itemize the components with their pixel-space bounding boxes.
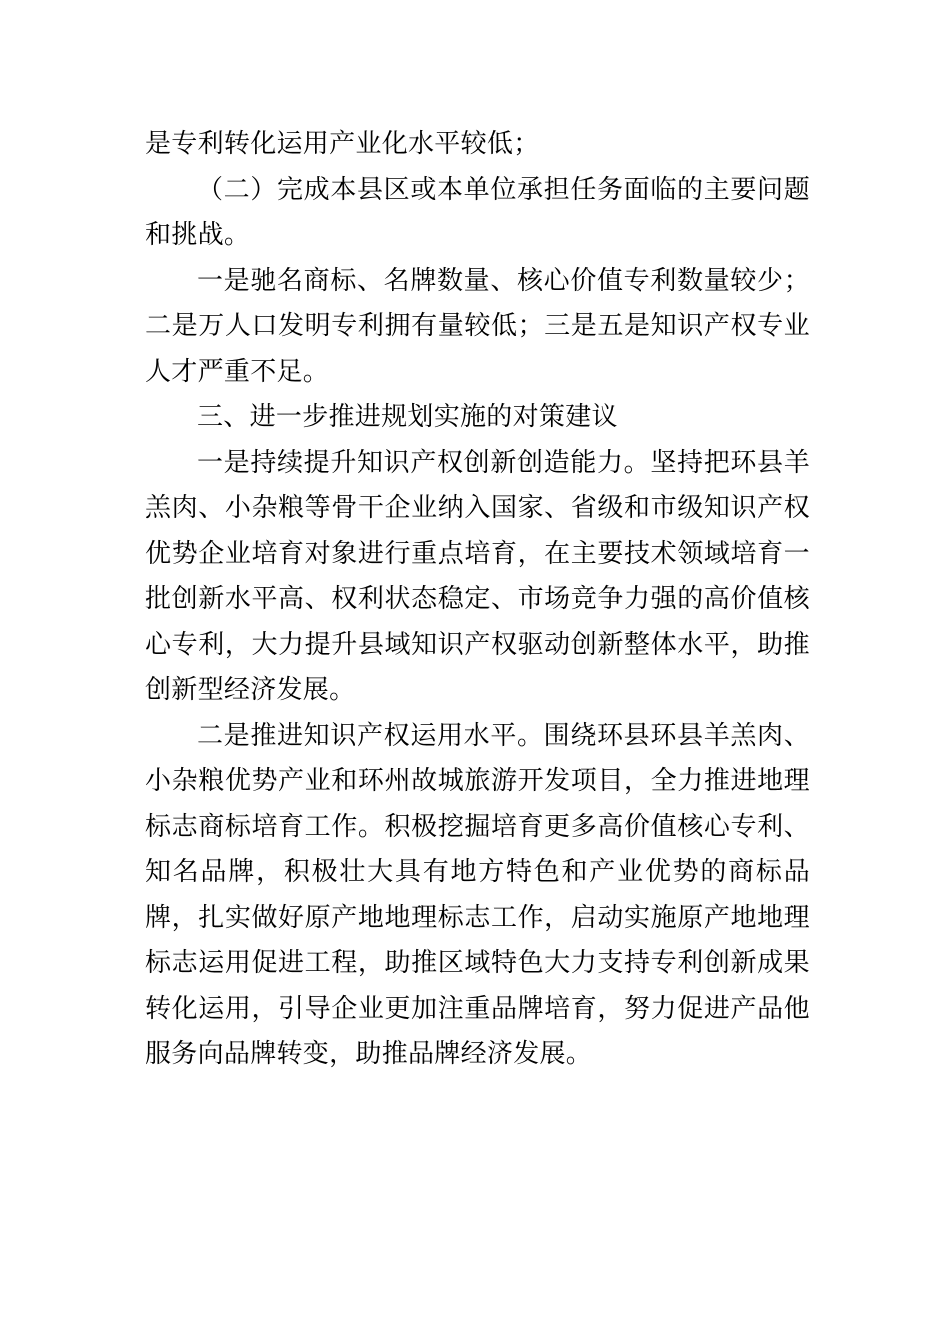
paragraph-suggestion-2: 二是推进知识产权运用水平。围绕环县环县羊羔肉、小杂粮优势产业和环州故城旅游开发项目，全力推进地理标志商标培育工作。积极挖掘培育更多高价值核心专利、知名品牌，积极壮大具有地方特色和产业优势的商标品牌，扎实做好原产地地理标志工作，启动实施原产地地理标志运用促进工程，助推区域特色大力支持专利创新成果转化运用，引导企业更加注重品牌培育，努力促进产品他服务向品牌转变，助推品牌经济发展。 (145, 720, 810, 1069)
document-body (145, 122, 810, 1078)
paragraph-section-heading-3: 三、进一步推进规划实施的对策建议 (197, 402, 618, 432)
paragraph-suggestion-1: 一是持续提升知识产权创新创造能力。坚持把环县羊羔肉、小杂粮等骨干企业纳入国家、省级和市级知识产权优势企业培育对象进行重点培育，在主要技术领域培育一批创新水平高、权利状态稳定、市场竞争力强的高价值核心专利，大力提升县域知识产权驱动创新整体水平，助推创新型经济发展。 (145, 447, 810, 705)
paragraph-section-heading-2: （二）完成本县区或本单位承担任务面临的主要问题和挑战。 (145, 174, 810, 250)
paragraph-continuation: 是专利转化运用产业化水平较低； (145, 129, 540, 159)
paragraph-problems: 一是驰名商标、名牌数量、核心价值专利数量较少；二是万人口发明专利拥有量较低；三是五是知识产权专业人才严重不足。 (145, 265, 810, 387)
